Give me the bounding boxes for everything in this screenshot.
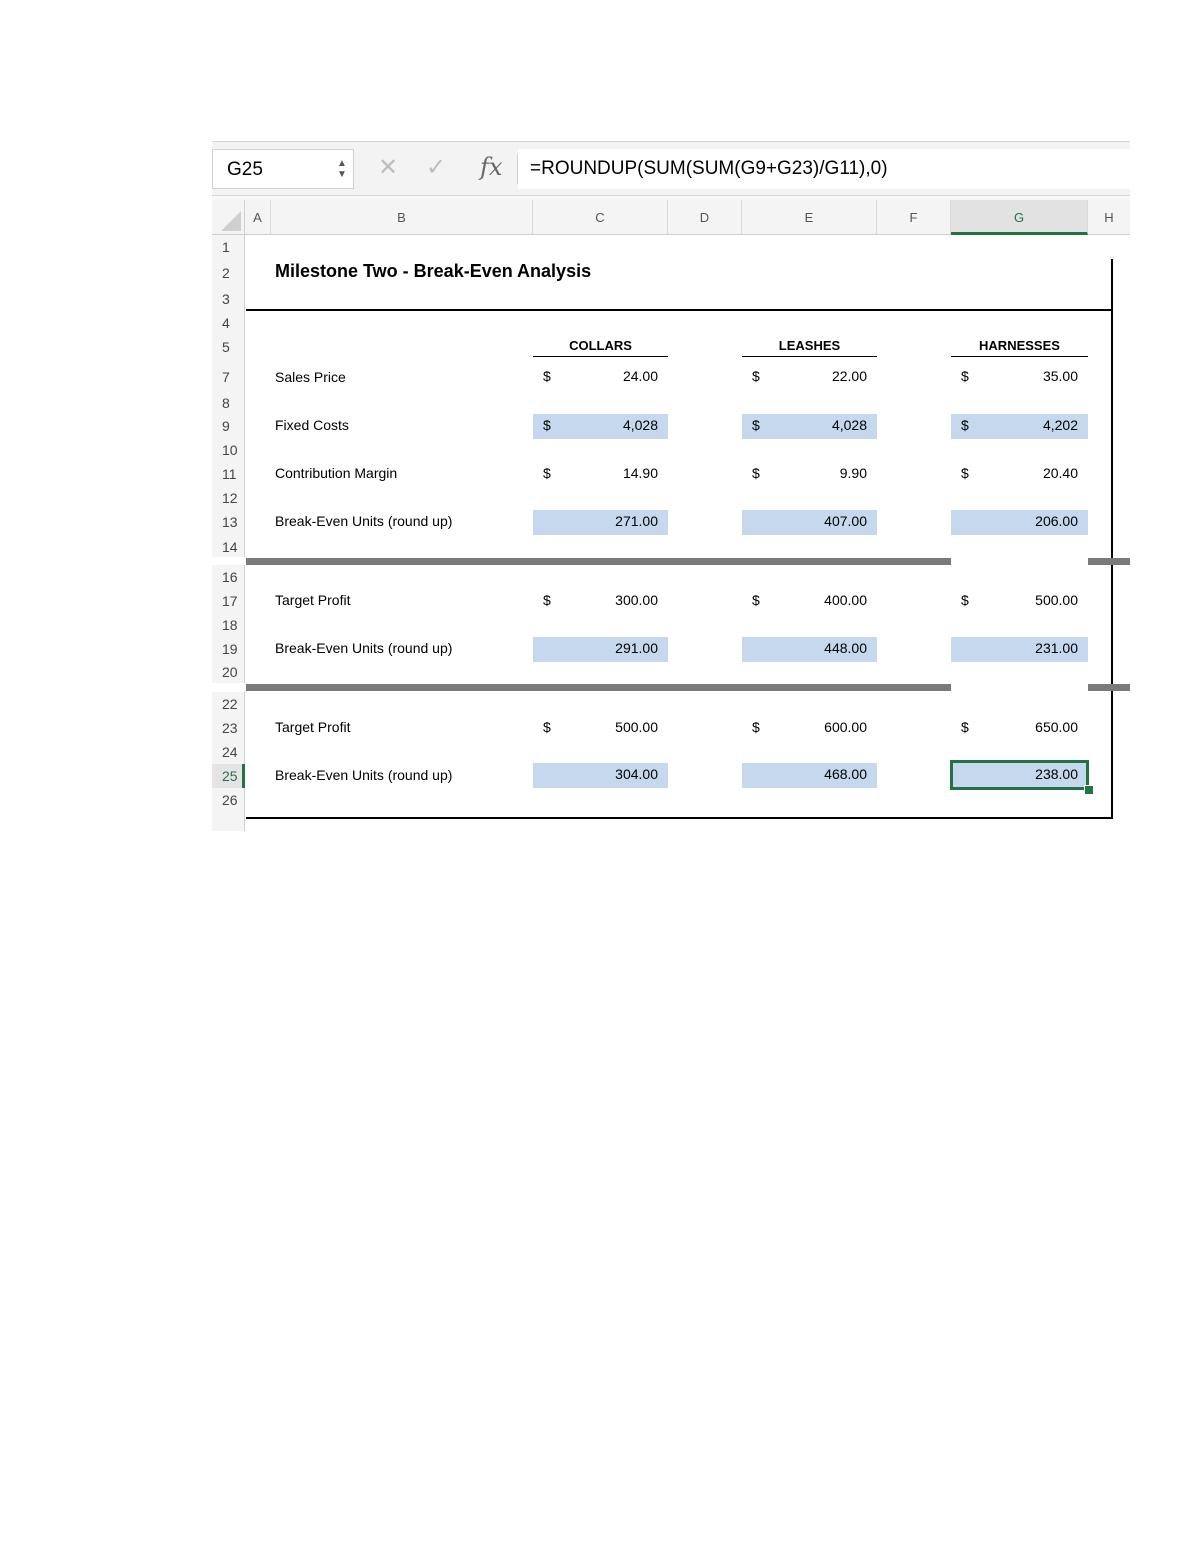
column-header-h[interactable]: H [1088, 200, 1130, 235]
currency-symbol: $ [543, 592, 551, 608]
cell-value: 231.00 [1035, 640, 1078, 656]
row-header-10[interactable]: 10 [212, 441, 245, 459]
row-header-12[interactable]: 12 [212, 489, 245, 507]
enter-icon[interactable]: ✓ [426, 154, 447, 181]
spreadsheet [212, 141, 1130, 831]
currency-symbol: $ [961, 719, 969, 735]
label-contribution-margin[interactable]: Contribution Margin [275, 465, 398, 481]
column-header-f[interactable]: F [877, 200, 951, 235]
row-header-1[interactable]: 1 [212, 235, 245, 259]
row-header-5[interactable]: 5 [212, 335, 245, 359]
cell-value: 24.00 [622, 368, 658, 384]
cell-break-even-1-leashes[interactable] [742, 510, 877, 535]
row-header-11[interactable]: 11 [212, 459, 245, 489]
cell-value: 4,028 [622, 417, 658, 433]
cell-fixed-costs-harnesses[interactable] [951, 414, 1088, 439]
cell-target-profit-2-leashes[interactable] [742, 716, 877, 741]
cell-value: 4,028 [831, 417, 867, 433]
currency-symbol: $ [752, 417, 760, 433]
header-collars[interactable]: COLLARS [533, 338, 668, 357]
cell-break-even-2-harnesses[interactable] [951, 637, 1088, 662]
sheet-title[interactable]: Milestone Two - Break-Even Analysis [275, 261, 592, 281]
cell-contribution-margin-harnesses[interactable] [951, 462, 1088, 487]
cell-target-profit-2-harnesses[interactable] [951, 716, 1088, 741]
row-header-9[interactable]: 9 [212, 411, 245, 441]
cell-value: 400.00 [824, 592, 867, 608]
cell-sales-price-collars[interactable] [533, 365, 668, 390]
cell-value: 4,202 [1042, 417, 1078, 433]
fill-handle[interactable] [1084, 785, 1094, 795]
label-break-even-units-1[interactable]: Break-Even Units (round up) [275, 513, 453, 529]
cell-break-even-2-leashes[interactable] [742, 637, 877, 662]
cell-value: 271.00 [615, 513, 658, 529]
label-target-profit-1[interactable]: Target Profit [275, 592, 351, 608]
row-header-19[interactable]: 19 [212, 637, 245, 661]
column-header-g[interactable]: G [951, 200, 1088, 235]
row-header-27[interactable] [212, 812, 245, 831]
row-header-7[interactable]: 7 [212, 359, 245, 395]
column-header-d[interactable]: D [668, 200, 742, 235]
cell-break-even-3-collars[interactable] [533, 763, 668, 788]
column-header-b[interactable]: B [271, 200, 533, 235]
formula-input[interactable]: =ROUNDUP(SUM(SUM(G9+G23)/G11),0) [518, 149, 1130, 189]
header-harnesses[interactable]: HARNESSES [951, 338, 1088, 357]
label-sales-price[interactable]: Sales Price [275, 369, 346, 385]
cell-value: 407.00 [824, 513, 867, 529]
row-header-18[interactable]: 18 [212, 613, 245, 637]
currency-symbol: $ [543, 368, 551, 384]
label-break-even-units-3[interactable]: Break-Even Units (round up) [275, 767, 453, 783]
row-header-20[interactable]: 20 [212, 661, 245, 683]
row-header-2[interactable]: 2 [212, 259, 245, 287]
name-box[interactable] [212, 149, 354, 189]
section-divider-2-gap [951, 684, 1088, 691]
column-header-c[interactable]: C [533, 200, 668, 235]
insert-function-icon[interactable]: fx [480, 153, 503, 181]
column-header-a[interactable]: A [245, 200, 271, 235]
cell-value: 291.00 [615, 640, 658, 656]
cell-break-even-1-collars[interactable] [533, 510, 668, 535]
select-all-corner[interactable] [212, 200, 245, 235]
cell-value: 448.00 [824, 640, 867, 656]
column-header-e[interactable]: E [742, 200, 877, 235]
row-header-4[interactable]: 4 [212, 311, 245, 335]
cell-value: 206.00 [1035, 513, 1078, 529]
cell-value: 35.00 [1042, 368, 1078, 384]
cell-break-even-3-leashes[interactable] [742, 763, 877, 788]
cell-target-profit-1-collars[interactable] [533, 589, 668, 614]
currency-symbol: $ [543, 465, 551, 481]
formula-bar [212, 141, 1130, 196]
row-header-26[interactable]: 26 [212, 788, 245, 812]
cell-value: 600.00 [824, 719, 867, 735]
currency-symbol: $ [752, 368, 760, 384]
currency-symbol: $ [752, 592, 760, 608]
currency-symbol: $ [543, 719, 551, 735]
cell-value: 300.00 [615, 592, 658, 608]
cell-fixed-costs-leashes[interactable] [742, 414, 877, 439]
row-header-25[interactable]: 25 [212, 764, 245, 788]
currency-symbol: $ [961, 417, 969, 433]
row-header-23[interactable]: 23 [212, 716, 245, 740]
cell-break-even-1-harnesses[interactable] [951, 510, 1088, 535]
cell-sales-price-leashes[interactable] [742, 365, 877, 390]
label-break-even-units-2[interactable]: Break-Even Units (round up) [275, 640, 453, 656]
cell-contribution-margin-leashes[interactable] [742, 462, 877, 487]
cell-value: 238.00 [1035, 766, 1078, 782]
row-header-13[interactable]: 13 [212, 507, 245, 537]
title-underline [246, 309, 1113, 311]
name-box-dropdown-icon[interactable]: ▲ ▼ [337, 158, 347, 180]
cell-value: 22.00 [831, 368, 867, 384]
cell-target-profit-1-harnesses[interactable] [951, 589, 1088, 614]
select-all-icon [221, 211, 241, 231]
currency-symbol: $ [752, 465, 760, 481]
cell-value: 14.90 [622, 465, 658, 481]
row-header-22[interactable]: 22 [212, 692, 245, 716]
cell-value: 500.00 [615, 719, 658, 735]
header-leashes[interactable]: LEASHES [742, 338, 877, 357]
row-header-24[interactable]: 24 [212, 740, 245, 764]
currency-symbol: $ [752, 719, 760, 735]
table-border-bottom [246, 817, 1113, 819]
currency-symbol: $ [961, 592, 969, 608]
cell-fixed-costs-collars[interactable] [533, 414, 668, 439]
cell-break-even-2-collars[interactable] [533, 637, 668, 662]
row-header-16[interactable]: 16 [212, 565, 245, 589]
name-box-value: G25 [227, 159, 263, 180]
row-header-14[interactable]: 14 [212, 537, 245, 557]
row-header-8[interactable]: 8 [212, 395, 245, 411]
cell-value: 20.40 [1042, 465, 1078, 481]
cell-value: 9.90 [839, 465, 867, 481]
cell-value: 650.00 [1035, 719, 1078, 735]
currency-symbol: $ [961, 368, 969, 384]
label-fixed-costs[interactable]: Fixed Costs [275, 417, 349, 433]
section-divider-1-gap [951, 558, 1088, 565]
cancel-icon[interactable]: ✕ [378, 154, 399, 181]
cell-value: 304.00 [615, 766, 658, 782]
currency-symbol: $ [961, 465, 969, 481]
label-target-profit-2[interactable]: Target Profit [275, 719, 351, 735]
cell-value: 500.00 [1035, 592, 1078, 608]
cell-value: 468.00 [824, 766, 867, 782]
currency-symbol: $ [543, 417, 551, 433]
cell-target-profit-2-collars[interactable] [533, 716, 668, 741]
row-header-17[interactable]: 17 [212, 589, 245, 613]
active-cell-selection[interactable] [950, 760, 1089, 790]
cell-contribution-margin-collars[interactable] [533, 462, 668, 487]
cell-sales-price-harnesses[interactable] [951, 365, 1088, 390]
row-header-3[interactable]: 3 [212, 287, 245, 311]
cell-target-profit-1-leashes[interactable] [742, 589, 877, 614]
table-border-right [1111, 259, 1113, 819]
